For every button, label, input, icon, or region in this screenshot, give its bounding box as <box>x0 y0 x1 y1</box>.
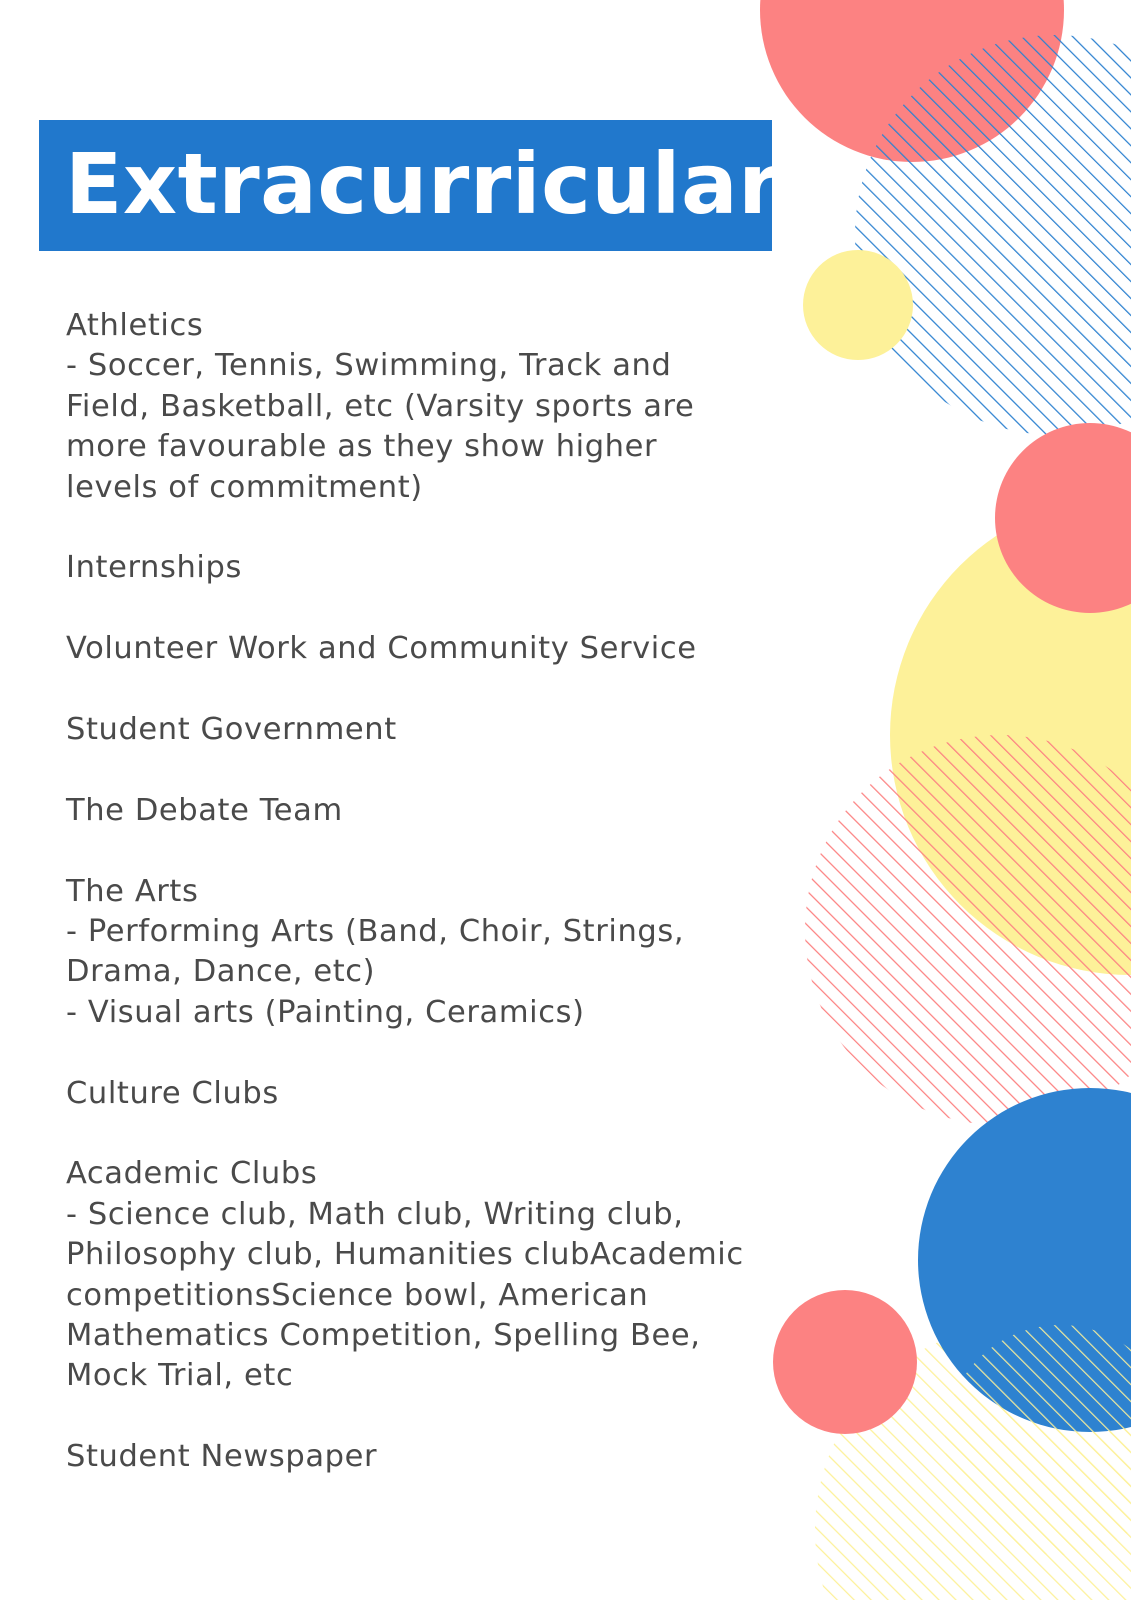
section-detail-line: Mathematics Competition, Spelling Bee, <box>66 1318 701 1354</box>
section <box>66 548 766 588</box>
section-detail-line: - Visual arts (Painting, Ceramics) <box>66 994 585 1030</box>
section <box>66 710 766 750</box>
page-title: Extracurriculars <box>65 135 831 233</box>
section-heading: Volunteer Work and Community Service <box>66 631 697 667</box>
section-detail-line: Mock Trial, etc <box>66 1358 294 1394</box>
section-detail-line: competitionsScience bowl, American <box>66 1277 649 1313</box>
section <box>66 629 766 669</box>
section-detail-line: Philosophy club, Humanities clubAcademic <box>66 1237 744 1273</box>
section-detail-line: Field, Basketball, etc (Varsity sports are <box>66 388 695 424</box>
section <box>66 1154 766 1396</box>
section-heading: Athletics <box>66 308 204 343</box>
section-heading: Internships <box>66 550 242 586</box>
section <box>66 791 766 831</box>
section-detail-line: levels of commitment) <box>66 469 423 505</box>
section <box>66 306 766 508</box>
section-detail-line: more favourable as they show higher <box>66 429 658 465</box>
yellow-circle-small <box>803 250 913 360</box>
section-heading: Academic Clubs <box>66 1156 318 1192</box>
section-heading: Student Government <box>66 712 397 748</box>
section-detail-line: Drama, Dance, etc) <box>66 954 376 990</box>
section-heading: Student Newspaper <box>66 1439 378 1475</box>
section <box>66 1074 766 1114</box>
section-heading: Culture Clubs <box>66 1075 279 1111</box>
extracurricular-list <box>66 306 766 1518</box>
coral-hatched-circle <box>805 735 1131 1125</box>
title-banner <box>39 120 831 251</box>
section-heading: The Debate Team <box>66 792 343 828</box>
section-detail-line: - Science club, Math club, Writing club, <box>66 1196 684 1232</box>
section <box>66 1437 766 1477</box>
coral-circle-bottom <box>773 1290 917 1434</box>
section <box>66 872 766 1034</box>
section-detail-line: - Soccer, Tennis, Swimming, Track and <box>66 348 672 384</box>
section-detail-line: - Performing Arts (Band, Choir, Strings, <box>66 914 685 950</box>
section-heading: The Arts <box>66 873 199 909</box>
